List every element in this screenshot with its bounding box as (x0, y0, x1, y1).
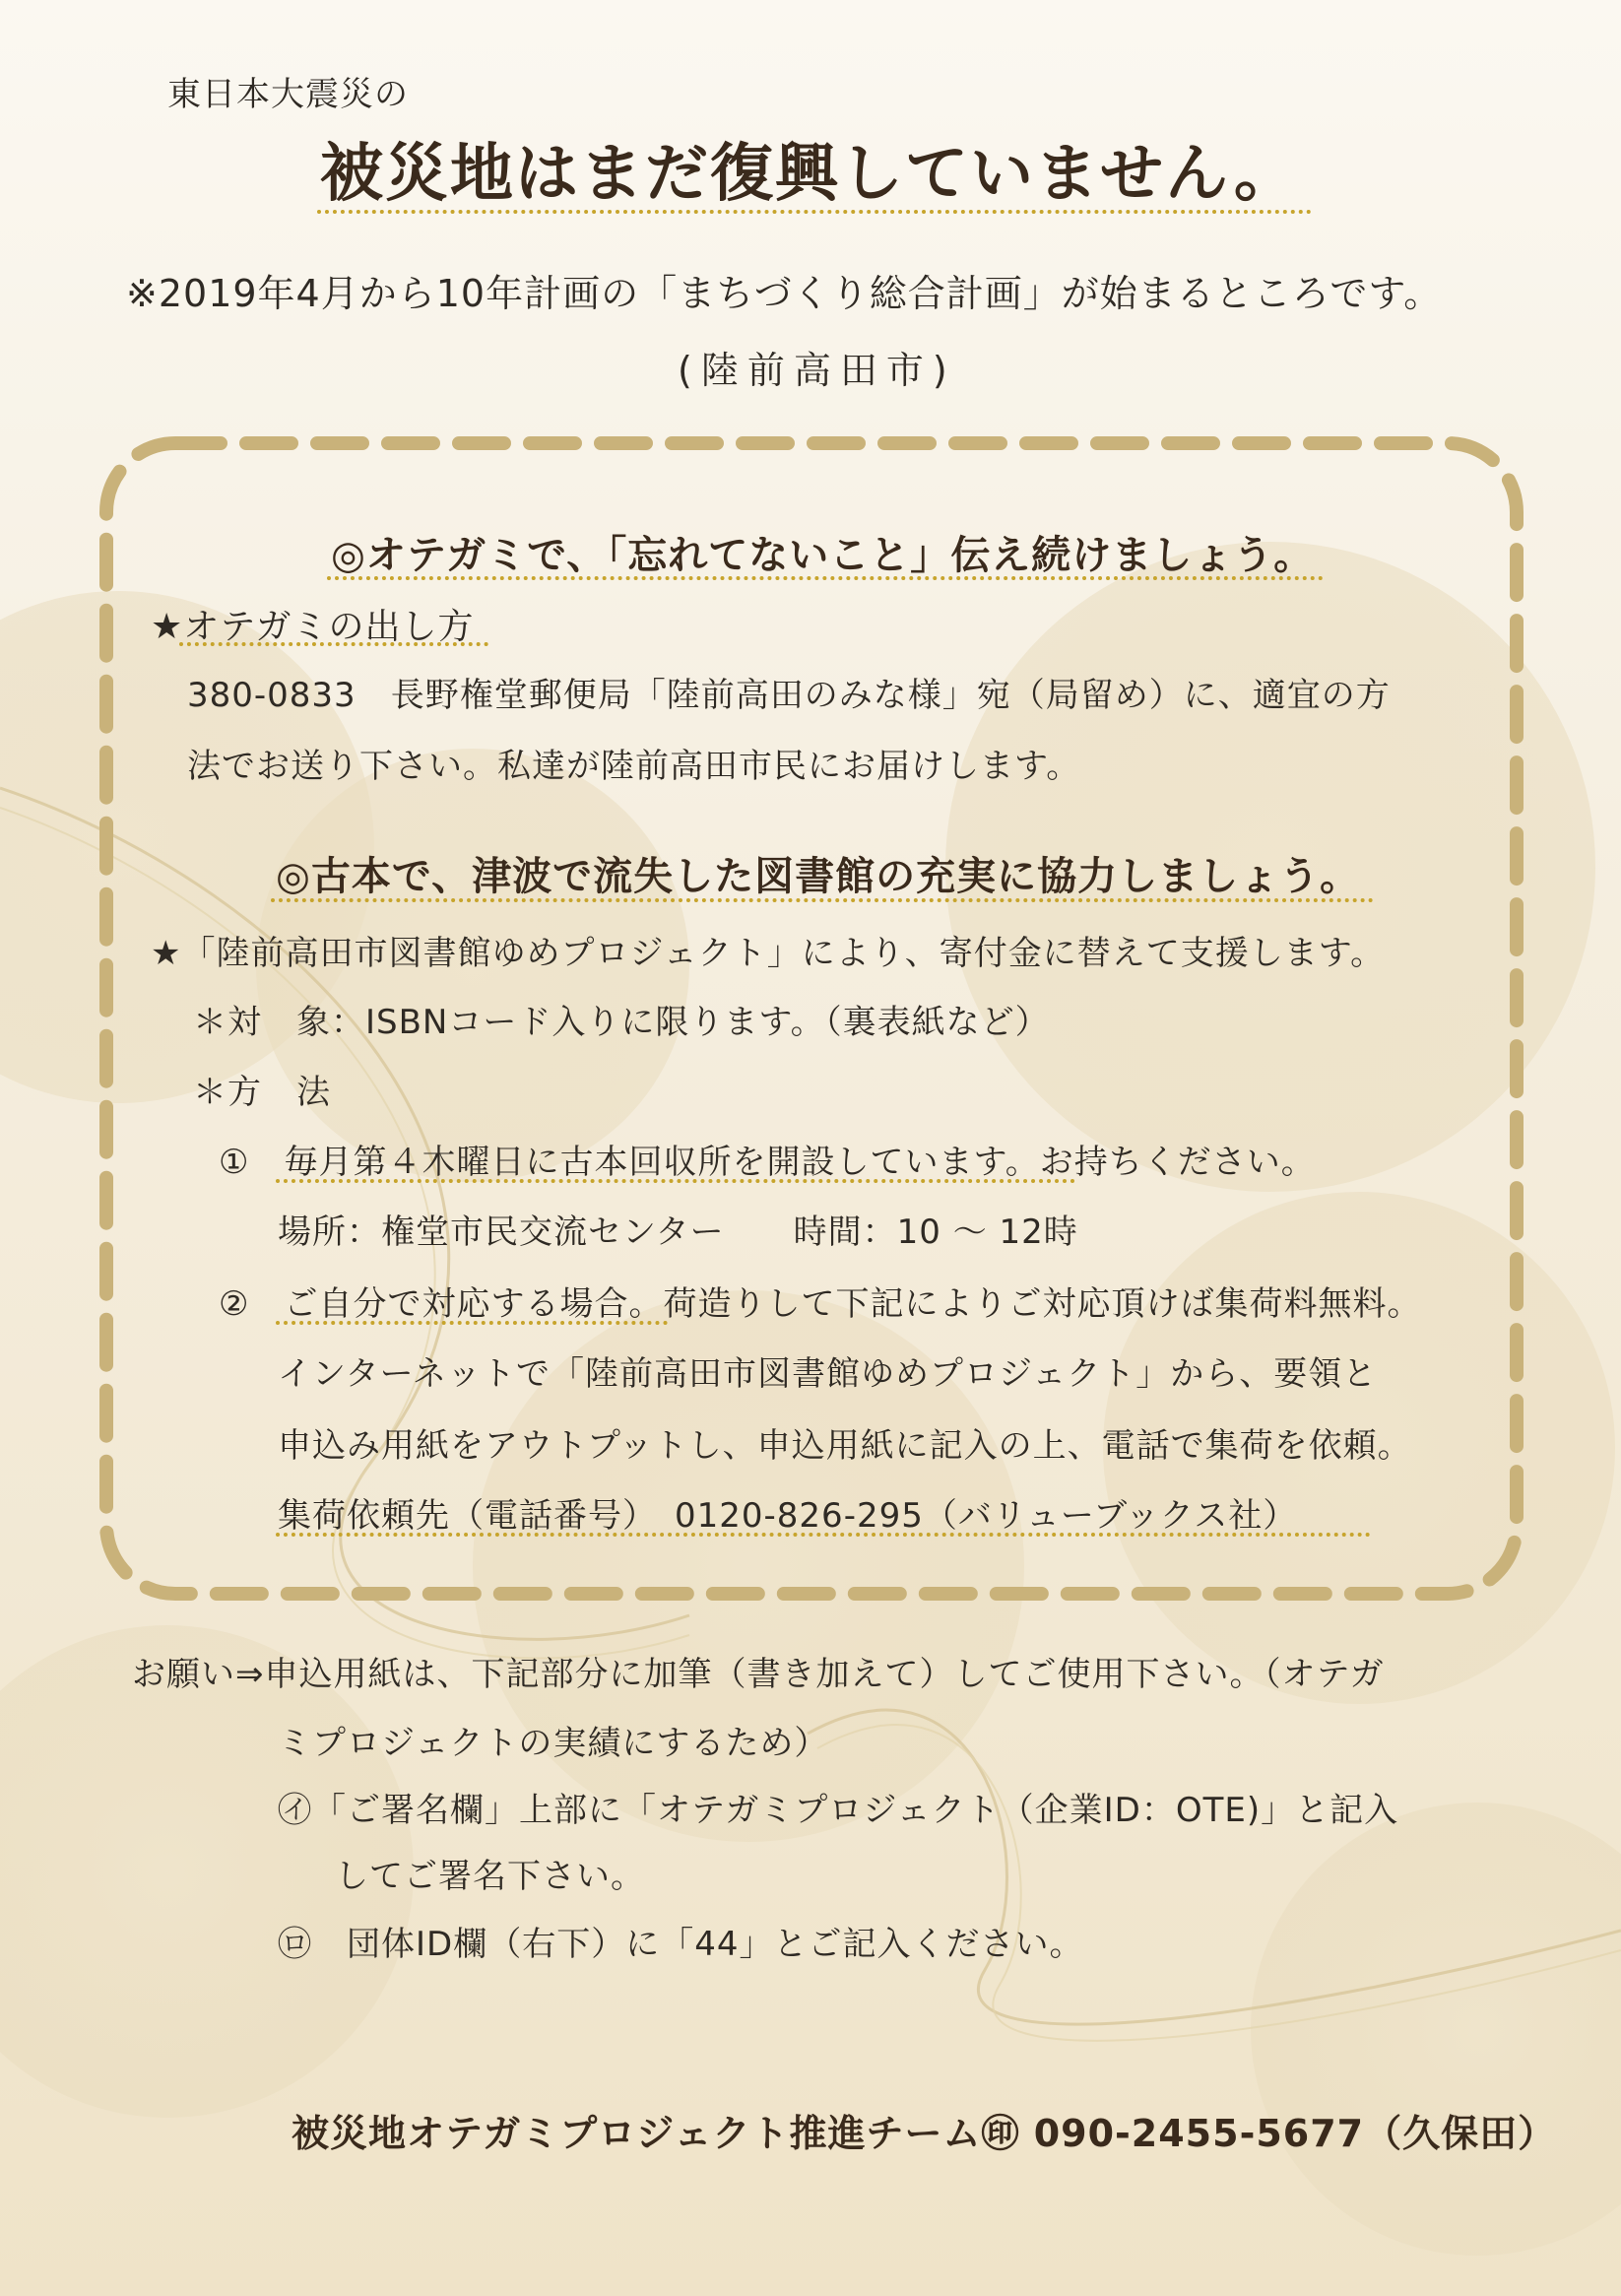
request-item-ro: ㋺ 団体ID欄（右下）に「44」とご記入ください。 (278, 1925, 1084, 1964)
how-to-send-underline (179, 642, 488, 646)
address-line: 法でお送り下さい。私達が陸前高田市民にお届けします。 (187, 747, 1081, 786)
request-item-i: してご署名下さい。 (335, 1857, 645, 1896)
request-item-i: ㋑「ご署名欄」上部に「オテガミプロジェクト（企業ID：OTE)」と記入 (278, 1791, 1399, 1830)
method-1-text: ① 毎月第４木曜日に古本回収所を開設しています。お持ちください。 (219, 1143, 1316, 1182)
method-2-underline (276, 1321, 668, 1325)
letters-heading-underline (327, 576, 1324, 580)
method-1-text: 場所：権堂市民交流センター 時間：10 ～ 12時 (278, 1213, 1078, 1252)
how-to-send-label: ★オテガミの出し方 (151, 607, 475, 647)
method-label: ＊方 法 (193, 1073, 331, 1112)
method-2-text: 申込み用紙をアウトプットし、申込用紙に記入の上、電話で集荷を依頼。 (278, 1426, 1412, 1466)
request-text: お願い⇒申込用紙は、下記部分に加筆（書き加えて）してご使用下さい。（オテガ (132, 1655, 1385, 1694)
method-2-text: ② ご自分で対応する場合。荷造りして下記によりご対応頂けば集荷料無料。 (219, 1284, 1422, 1324)
books-heading-underline (271, 898, 1374, 902)
footer-contact: 被災地オテガミプロジェクト推進チーム㊞ 090-2455-5677（久保田） (292, 2112, 1557, 2155)
city-label: (陸前高田市) (678, 349, 956, 392)
pre-title: 東日本大震災の (167, 75, 409, 114)
pickup-phone-underline (276, 1533, 1371, 1537)
method-1-underline (276, 1179, 1075, 1183)
plan-note: ※2019年4月から10年計画の「まちづくり総合計画」が始まるところです。 (126, 272, 1443, 315)
target-line: ＊対 象：ISBNコード入りに限ります。（裏表紙など） (193, 1003, 1050, 1042)
method-2-text: インターネットで「陸前高田市図書館ゆめプロジェクト」から、要領と (278, 1354, 1378, 1394)
pickup-phone-line: 集荷依頼先（電話番号） 0120-826-295（バリューブックス社） (278, 1496, 1298, 1536)
title-underline (317, 210, 1312, 214)
books-heading: ◎古本で、津波で流失した図書館の充実に協力しましょう。 (276, 854, 1361, 899)
request-text: ミプロジェクトの実績にするため） (278, 1724, 829, 1763)
letters-heading: ◎オテガミで、「忘れてないこと」伝え続けましょう。 (331, 533, 1315, 578)
address-line: 380-0833 長野権堂郵便局「陸前高田のみな様」宛（局留め）に、適宜の方 (187, 676, 1391, 715)
page-title: 被災地はまだ復興していません。 (320, 138, 1299, 211)
support-line: ★「陸前高田市図書館ゆめプロジェクト」により、寄付金に替えて支援します。 (151, 934, 1386, 973)
